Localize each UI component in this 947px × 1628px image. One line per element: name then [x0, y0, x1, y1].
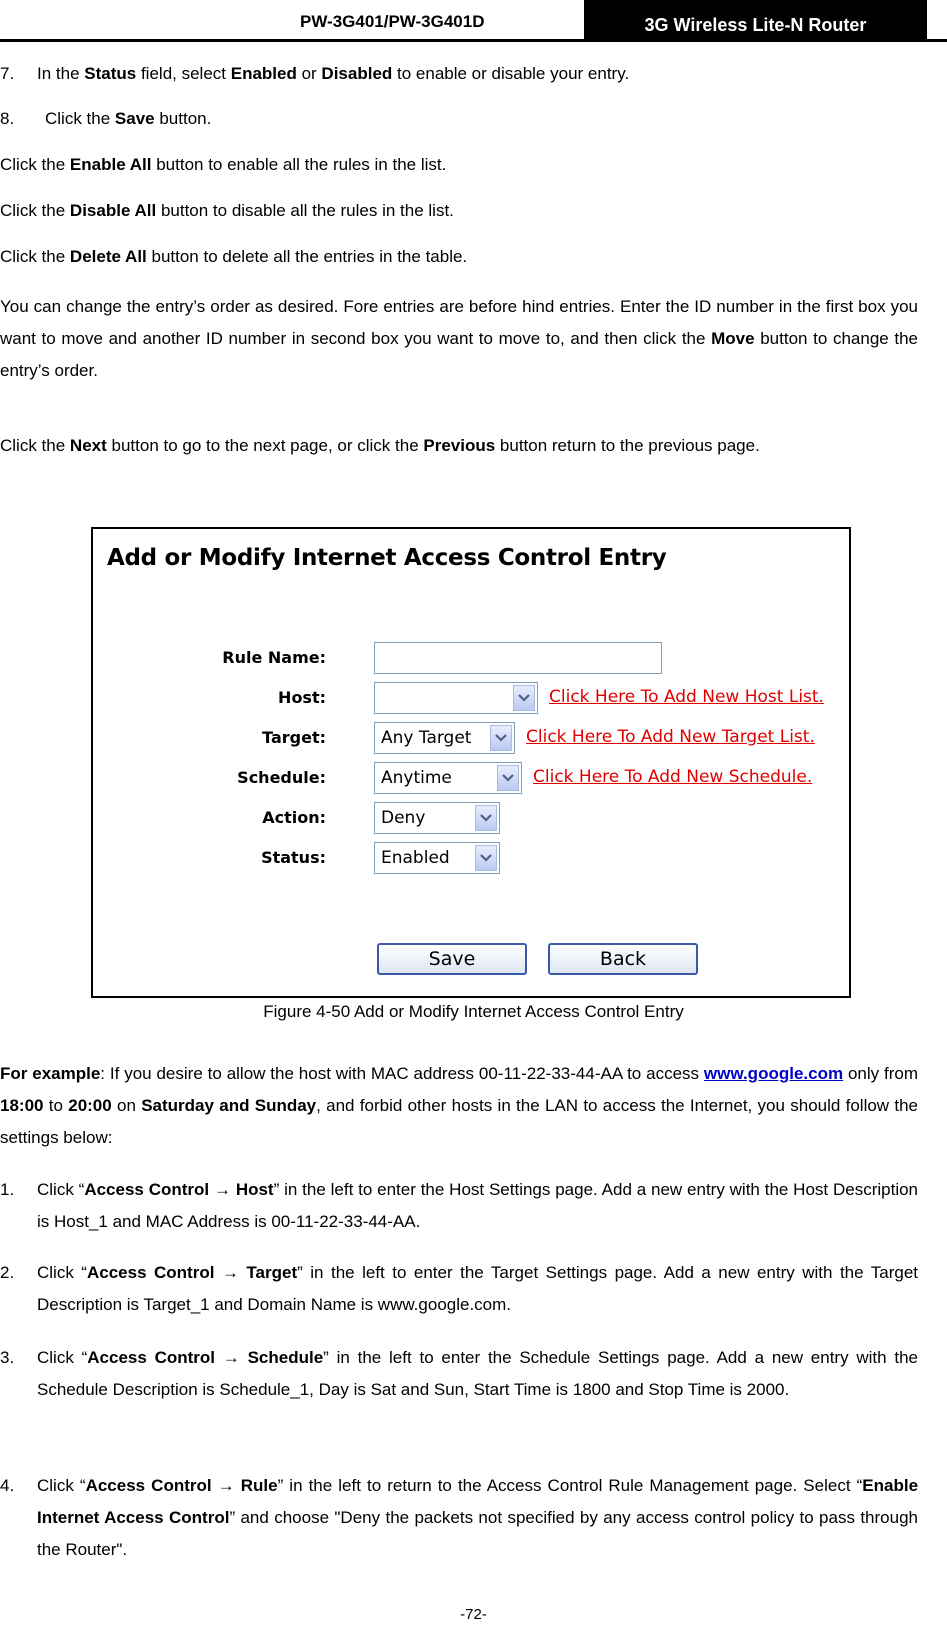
add-target-link[interactable]: Click Here To Add New Target List.: [526, 727, 815, 747]
status-row: [93, 842, 849, 876]
host-label: Host:: [278, 688, 326, 707]
chevron-down-icon[interactable]: [513, 685, 535, 711]
action-select-value: Deny: [381, 808, 426, 828]
step-number: 8.: [0, 109, 15, 128]
add-host-link[interactable]: Click Here To Add New Host List.: [549, 687, 824, 707]
button-row: [93, 943, 849, 977]
status-select-value: Enabled: [381, 848, 450, 868]
step-text: In the Status field, select Enabled or Disabled to enable or disable your entry.: [37, 64, 630, 83]
header-product: 3G Wireless Lite-N Router: [584, 0, 927, 39]
rule-name-row: [93, 642, 849, 676]
chevron-down-icon[interactable]: [475, 805, 497, 831]
google-link[interactable]: www.google.com: [703, 1064, 844, 1083]
step-number: 4.: [0, 1476, 15, 1495]
chevron-down-icon[interactable]: [475, 845, 497, 871]
step-text: Click “Access Control → Host” in the left to enter the Host Settings page. Add a new entry with the Host Description is Host_1 and MAC Address is 00-11-22-33-44-AA.: [37, 1180, 918, 1231]
paragraph-move: You can change the entry’s order as desired. Fore entries are before hind entries. Enter the ID number in the first box you want to move and another ID number in second box you want to move to, and then click the Move button to change the entry’s order.: [0, 297, 918, 380]
schedule-label: Schedule:: [237, 768, 326, 787]
step-number: 2.: [0, 1263, 15, 1282]
paragraph-delete-all: Click the Delete All button to delete all the entries in the table.: [0, 247, 468, 266]
step-number: 3.: [0, 1348, 15, 1367]
schedule-select-value: Anytime: [381, 768, 452, 788]
figure-title: Add or Modify Internet Access Control Entry: [107, 545, 667, 571]
rule-name-input[interactable]: [374, 642, 662, 674]
host-row: [93, 682, 849, 716]
host-select[interactable]: [374, 682, 538, 714]
target-select[interactable]: [374, 722, 515, 754]
step-number: 1.: [0, 1180, 15, 1199]
status-label: Status:: [261, 848, 326, 867]
paragraph-disable-all: Click the Disable All button to disable all the rules in the list.: [0, 201, 454, 220]
paragraph-example: For example: If you desire to allow the host with MAC address 00-11-22-33-44-AA to access www.google.com only from 18:00 to 20:00 on Saturday and Sunday, and forbid other hosts in the LAN to access the Internet, you should follow the settings below:: [0, 1064, 918, 1147]
schedule-select[interactable]: [374, 762, 522, 794]
paragraph-next-previous: Click the Next button to go to the next page, or click the Previous button return to the previous page.: [0, 436, 760, 455]
figure-screenshot: [91, 527, 851, 998]
step-number: 7.: [0, 64, 15, 83]
schedule-row: [93, 762, 849, 796]
page-header: [0, 0, 947, 42]
action-row: [93, 802, 849, 836]
step-text: Click “Access Control → Target” in the left to enter the Target Settings page. Add a new entry with the Target Description is Target_1 and Domain Name is www.google.com.: [37, 1263, 919, 1314]
step-text: Click the Save button.: [45, 109, 212, 128]
rule-name-label: Rule Name:: [222, 648, 326, 667]
action-select[interactable]: [374, 802, 500, 834]
header-rule: [0, 39, 947, 42]
chevron-down-icon[interactable]: [497, 765, 519, 791]
save-button[interactable]: Save: [377, 943, 527, 975]
back-button[interactable]: Back: [548, 943, 698, 975]
step-text: Click “Access Control → Schedule” in the left to enter the Schedule Settings page. Add a new entry with the Schedule Description is Schedule_1, Day is Sat and Sun, Start Time is 1800 and Stop Time is 2000.: [37, 1348, 918, 1399]
target-label: Target:: [262, 728, 326, 747]
status-select[interactable]: [374, 842, 500, 874]
page-number: -72-: [460, 1606, 487, 1623]
chevron-down-icon[interactable]: [490, 725, 512, 751]
target-select-value: Any Target: [381, 728, 472, 748]
add-schedule-link[interactable]: Click Here To Add New Schedule.: [533, 767, 813, 787]
paragraph-enable-all: Click the Enable All button to enable all the rules in the list.: [0, 155, 447, 174]
action-label: Action:: [262, 808, 326, 827]
target-row: [93, 722, 849, 756]
step-text: Click “Access Control → Rule” in the left to return to the Access Control Rule Management page. Select “Enable Internet Access Control” and choose "Deny the packets not specified by any access control policy to pass through the Router".: [37, 1476, 919, 1559]
figure-caption: Figure 4-50 Add or Modify Internet Access Control Entry: [263, 1002, 684, 1021]
header-model: PW-3G401/PW-3G401D: [300, 12, 485, 31]
